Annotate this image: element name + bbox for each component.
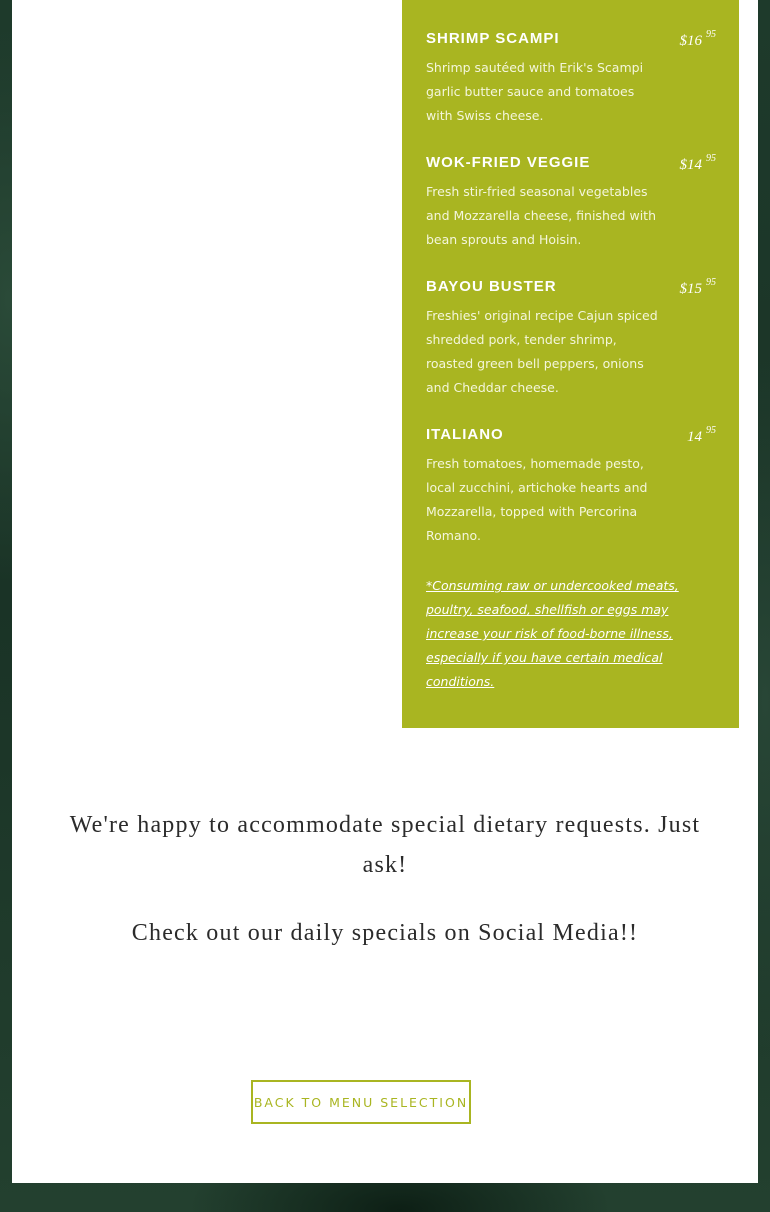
menu-item-price: $16 $^{95}$ — [679, 29, 716, 49]
menu-item-bayou-buster — [426, 278, 716, 400]
food-safety-disclaimer-link[interactable]: *Consuming raw or undercooked meats, poultry, seafood, shellfish or eggs may increase your risk of food-borne illness, especially if you have certain medical conditions. — [426, 578, 679, 689]
menu-item-name: WOK-FRIED VEGGIE — [426, 154, 591, 171]
menu-item-name: ITALIANO — [426, 426, 504, 443]
content-card — [12, 0, 758, 1183]
menu-item-price: $14 $^{95}$ — [679, 153, 716, 173]
menu-item-italiano — [426, 426, 716, 548]
dietary-requests-message: We're happy to accommodate special dietary requests. Just ask! — [69, 812, 701, 878]
back-to-menu-selection-button[interactable]: BACK TO MENU SELECTION — [251, 1080, 471, 1124]
menu-item-price: 14 $^{95}$ — [687, 425, 716, 445]
menu-item-name: SHRIMP SCAMPI — [426, 30, 560, 47]
menu-item-wok-fried-veggie — [426, 154, 716, 252]
menu-panel — [402, 0, 739, 728]
menu-item-name: BAYOU BUSTER — [426, 278, 557, 295]
menu-item-price: $15 $^{95}$ — [679, 277, 716, 297]
menu-item-description: Fresh stir-fried seasonal vegetables and Mozzarella cheese, finished with bean sprouts and Hoisin. — [426, 184, 656, 247]
menu-item-description: Fresh tomatoes, homemade pesto, local zucchini, artichoke hearts and Mozzarella, topped with Percorina Romano. — [426, 456, 648, 543]
menu-item-description: Freshies' original recipe Cajun spiced shredded pork, tender shrimp, roasted green bell peppers, onions and Cheddar cheese. — [426, 308, 658, 395]
menu-item-shrimp-scampi — [426, 30, 716, 128]
social-media-message: Check out our daily specials on Social Media!! — [131, 920, 639, 946]
menu-item-description: Shrimp sautéed with Erik's Scampi garlic butter sauce and tomatoes with Swiss cheese. — [426, 60, 644, 123]
